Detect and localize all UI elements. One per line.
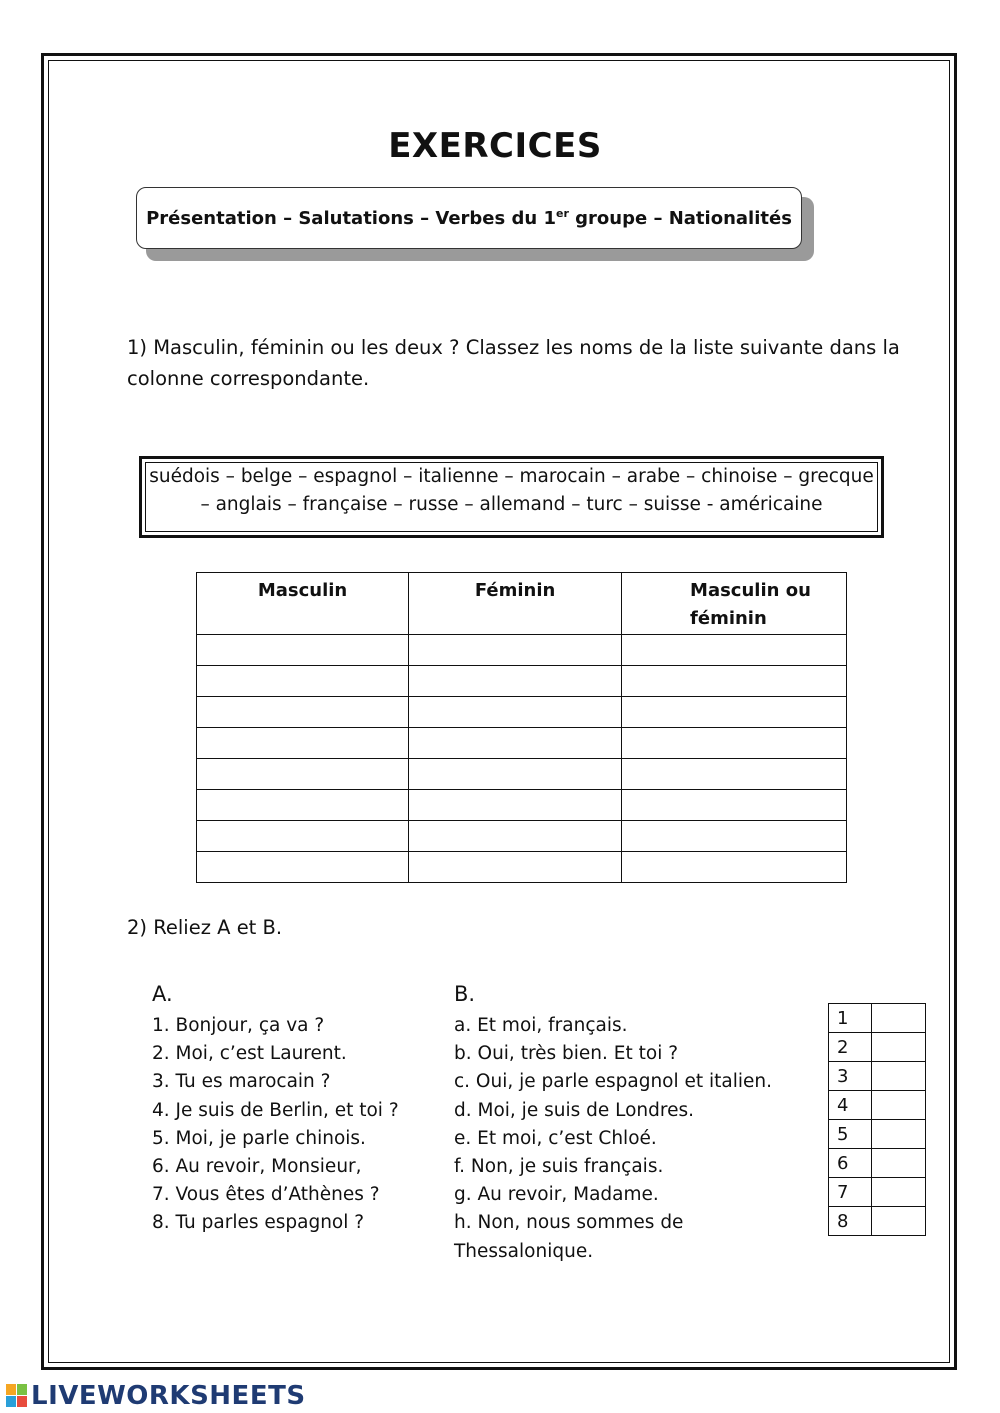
table-row [197,635,847,666]
answer-number: 3 [829,1062,872,1091]
header-feminin: Féminin [409,573,622,635]
answer-cell[interactable] [872,1207,926,1236]
list-item: 4. Je suis de Berlin, et toi ? [152,1099,399,1121]
list-item: c. Oui, je parle espagnol et italien. [454,1071,773,1093]
topic-box [136,187,802,249]
answer-number: 6 [829,1149,872,1178]
exercise2-instruction: 2) Reliez A et B. [127,916,283,939]
answer-grid [828,1003,926,1236]
list-item: e. Et moi, c’est Chloé. [454,1127,657,1149]
answer-cell[interactable] [872,1062,926,1091]
list-item: 3. Tu es marocain ? [152,1071,331,1093]
answer-cell[interactable] [872,1178,926,1207]
page-title: EXERCICES [388,126,602,166]
list-item: 8. Tu parles espagnol ? [152,1212,365,1234]
list-item: h. Non, nous sommes de [454,1212,684,1234]
exercise1-instruction: 1) Masculin, féminin ou les deux ? Classez les noms de la liste suivante dans la colonne correspondante. [127,336,900,390]
logo-text: LIVEWORKSHEETS [31,1381,306,1411]
answer-cell[interactable] [872,1091,926,1120]
column-b-list [454,1012,772,1266]
table-row [197,697,847,728]
header-masculin-ou-feminin: Masculin ou féminin [622,573,847,635]
list-item: 1. Bonjour, ça va ? [152,1015,325,1036]
answer-cell[interactable] [872,1120,926,1149]
list-item: 2. Moi, c’est Laurent. [152,1043,347,1065]
list-item: b. Oui, très bien. Et toi ? [454,1043,679,1065]
list-item: d. Moi, je suis de Londres. [454,1099,694,1121]
word-list-line: – anglais – française – russe – allemand – turc – suisse - américaine [200,494,823,515]
list-item: a. Et moi, français. [454,1015,628,1036]
gender-table [196,572,847,883]
list-item: 5. Moi, je parle chinois. [152,1127,366,1149]
table-row [197,821,847,852]
table-row [197,759,847,790]
list-item: 7. Vous êtes d’Athènes ? [152,1184,380,1206]
table-row [197,852,847,883]
answer-cell[interactable] [872,1004,926,1033]
table-row [197,728,847,759]
list-item: f. Non, je suis français. [454,1156,664,1178]
answer-number: 5 [829,1120,872,1149]
list-item: 6. Au revoir, Monsieur, [152,1156,362,1178]
column-a-label: A. [152,982,173,1006]
topic-text: Présentation – Salutations – Verbes du 1er groupe – Nationalités [146,207,792,229]
liveworksheets-logo [6,1381,306,1411]
logo-icon [6,1384,28,1408]
answer-cell[interactable] [872,1149,926,1178]
column-a-list [152,1012,399,1238]
table-row [197,666,847,697]
answer-number: 4 [829,1091,872,1120]
answer-number: 8 [829,1207,872,1236]
column-b-label: B. [454,982,476,1006]
list-item: g. Au revoir, Madame. [454,1184,659,1206]
table-row [197,790,847,821]
answer-number: 7 [829,1178,872,1207]
answer-number: 2 [829,1033,872,1062]
word-list-line: suédois – belge – espagnol – italienne – marocain – arabe – chinoise – grecque [149,466,874,487]
header-masculin: Masculin [197,573,409,635]
word-list-box [139,456,884,538]
list-item: Thessalonique. [454,1240,594,1262]
answer-cell[interactable] [872,1033,926,1062]
answer-number: 1 [829,1004,872,1033]
